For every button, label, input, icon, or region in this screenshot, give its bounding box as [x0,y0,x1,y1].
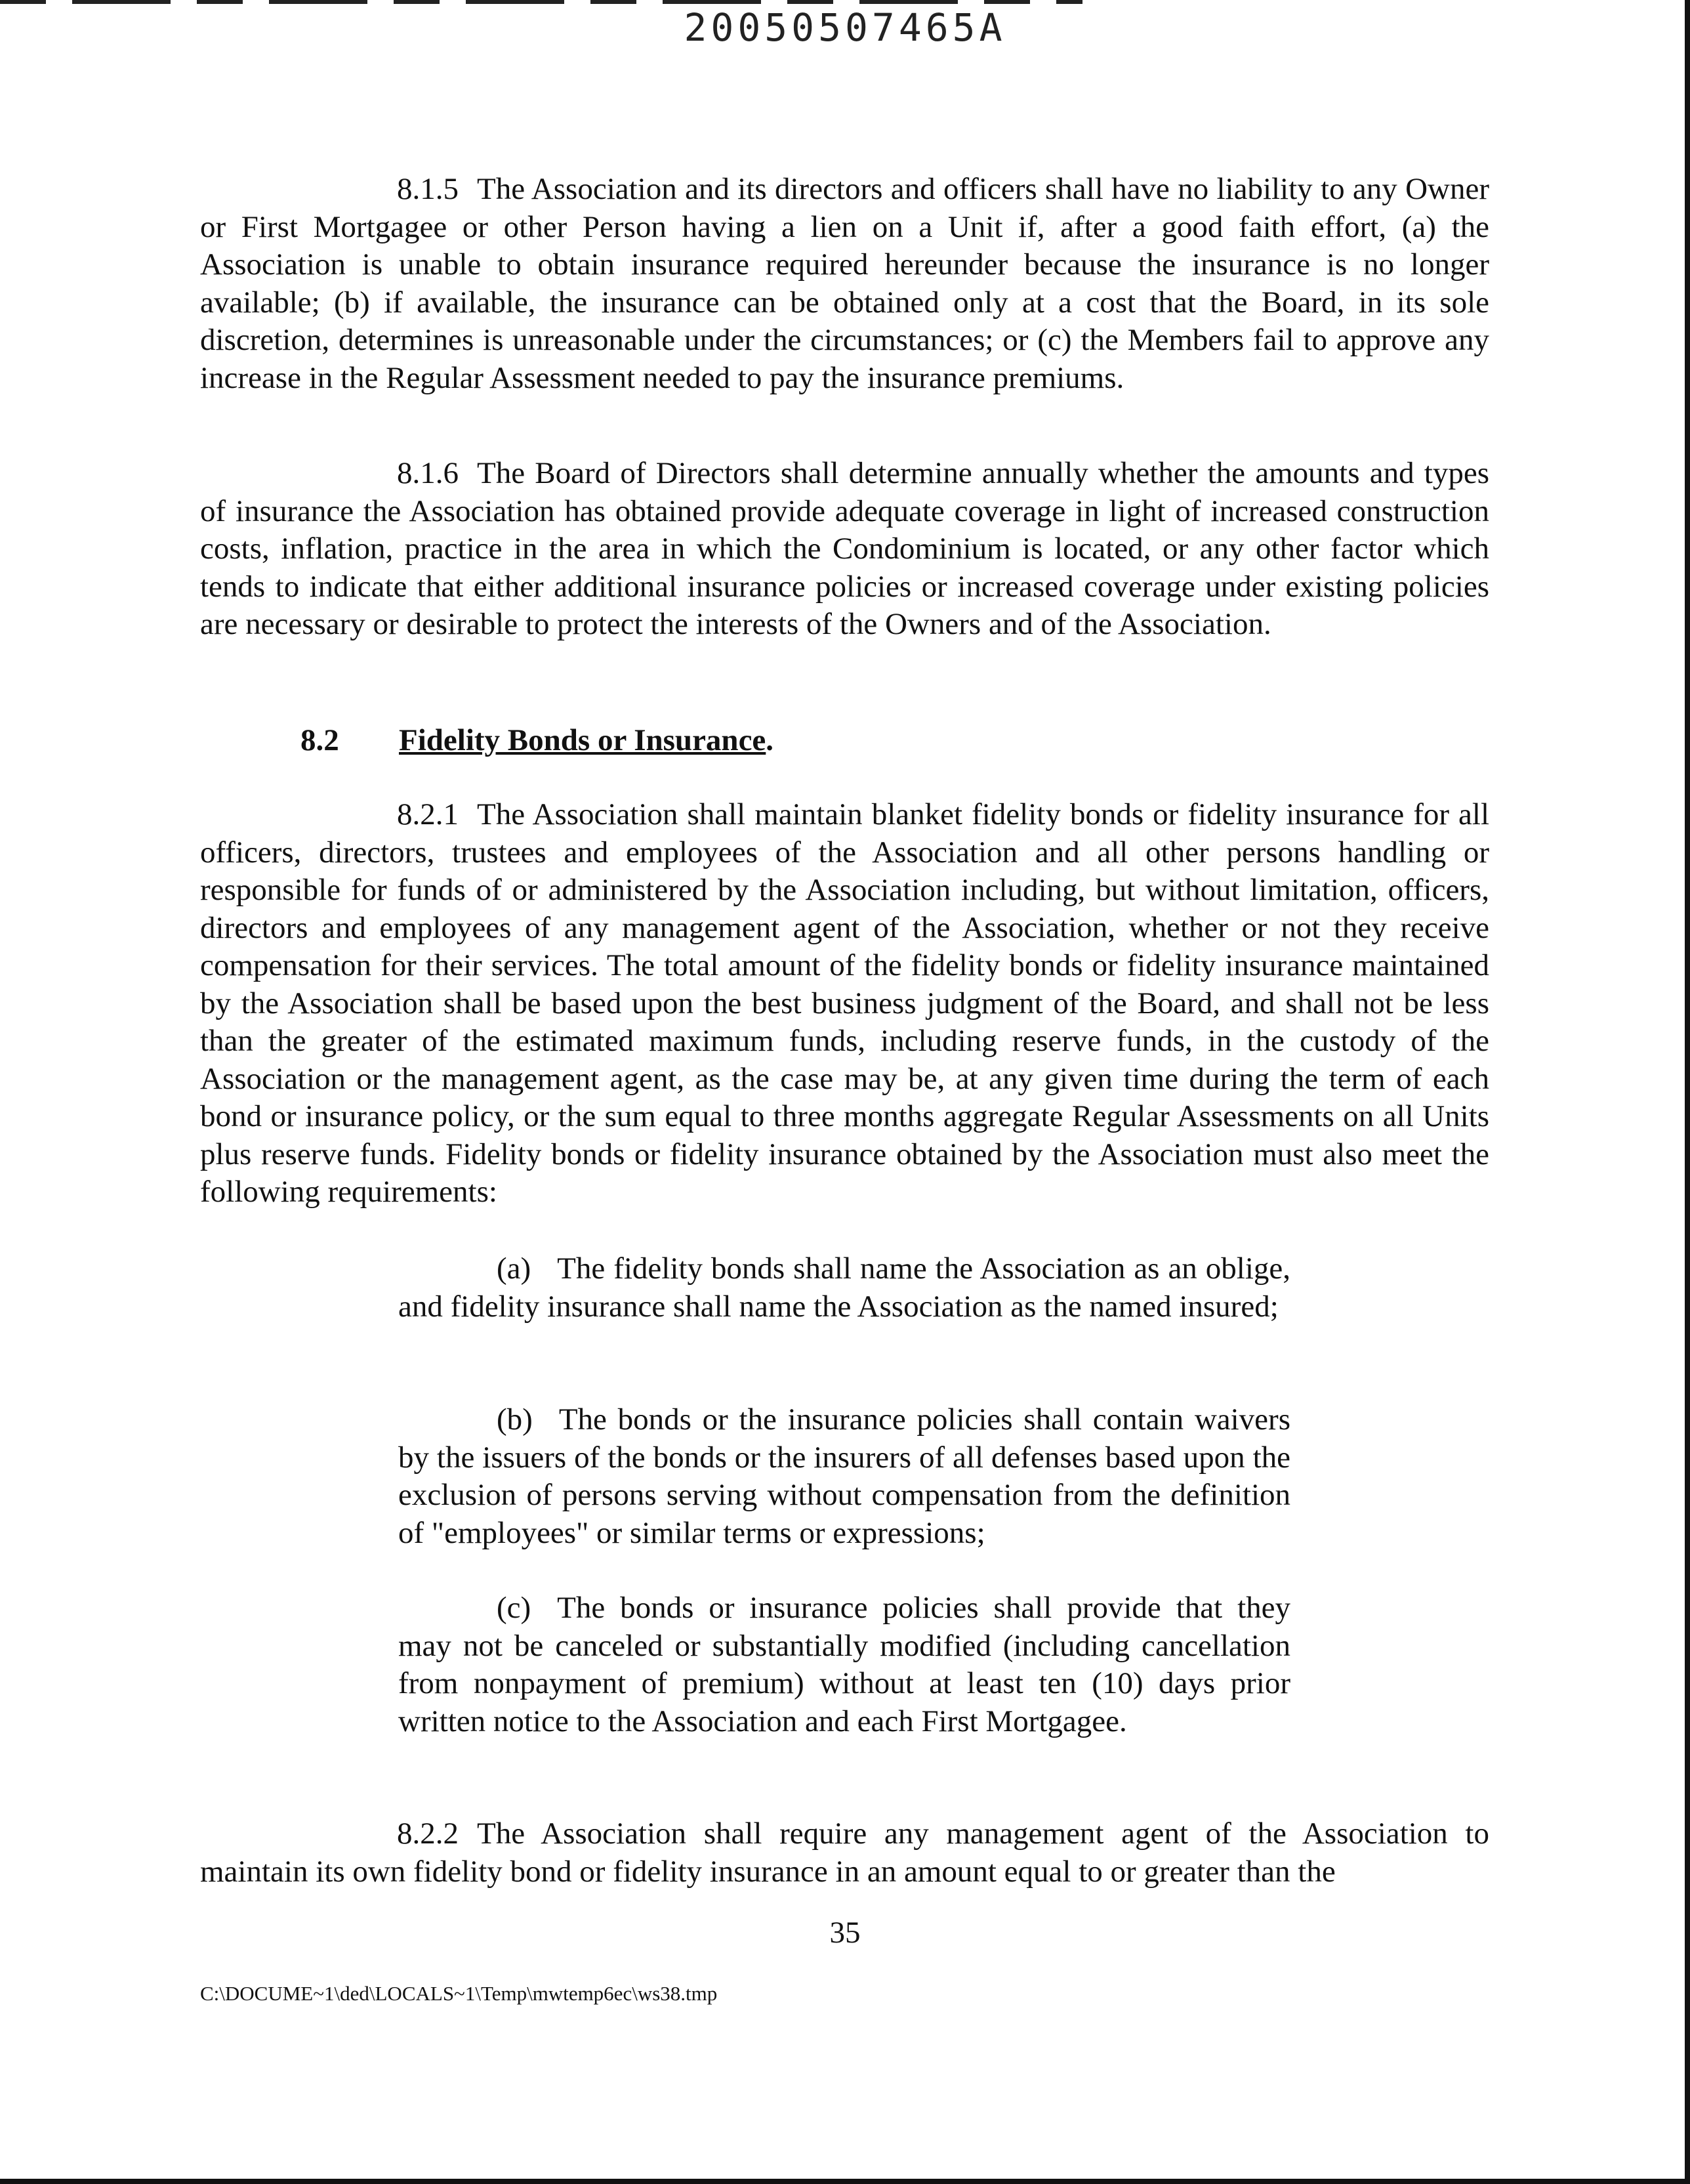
subparagraph-b [398,1401,1290,1552]
paragraph-8-1-6 [200,455,1489,644]
paragraph-8-2-1 [200,796,1489,1211]
section-number: 8.2 [300,723,339,757]
scan-artifact-top [0,0,1082,4]
subparagraph-a [398,1250,1290,1326]
paragraph-number: 8.2.1 [397,797,459,831]
document-number: 20050507465A [684,5,1006,50]
section-title-period: . [766,723,774,757]
paragraph-text: The Association shall maintain blanket fidelity bonds or fidelity insurance for all officers, directors, trustees and employees of the Association and all other persons handling or responsible for funds of or administered by the Association including, but without limitation, officers, directors and employees of any management agent of the Association, whether or not they receive compensation for their services. The total amount of the fidelity bonds or fidelity insurance maintained by the Association shall be based upon the best business judgment of the Board, and shall not be less than the greater of the estimated maximum funds, including reserve funds, in the custody of the Association or the management agent, as the case may be, at any given time during the term of each bond or insurance policy, or the sum equal to three months aggregate Regular Assessments on all Units plus reserve funds. Fidelity bonds or fidelity insurance obtained by the Association must also meet the following requirements: [200,797,1489,1209]
subparagraph-text: The bonds or insurance policies shall provide that they may not be canceled or substantially modified (including cancellation from nonpayment of premium) without at least ten (10) days prior written notice to the Association and each First Mortgagee. [398,1591,1290,1738]
subparagraph-c [398,1589,1290,1740]
subparagraph-text: The fidelity bonds shall name the Association as an oblige, and fidelity insurance shall name the Association as the named insured; [398,1251,1290,1324]
page-number: 35 [829,1916,861,1950]
paragraph-text: The Board of Directors shall determine annually whether the amounts and types of insurance the Association has obtained provide adequate coverage in light of increased construction costs, inflation, practice in the area in which the Condominium is located, or any other factor which tends to indicate that either additional insurance policies or increased coverage under existing policies are necessary or desirable to protect the interests of the Owners and of the Association. [200,456,1489,641]
scan-border-bottom [0,2179,1690,2184]
section-title: Fidelity Bonds or Insurance [399,723,766,757]
section-heading-8-2 [300,722,773,760]
footer-file-path: C:\DOCUME~1\ded\LOCALS~1\Temp\mwtemp6ec\ws38.tmp [200,1982,718,2005]
paragraph-number: 8.2.2 [397,1816,459,1851]
paragraph-8-1-5 [200,171,1489,397]
subparagraph-text: The bonds or the insurance policies shall contain waivers by the issuers of the bonds or the insurers of all defenses based upon the exclusion of persons serving without compensation from the definition of "employees" or similar terms or expressions; [398,1402,1290,1550]
subparagraph-letter: (c) [497,1591,531,1625]
scan-border-right [1685,0,1690,2184]
paragraph-text: The Association shall require any management agent of the Association to maintain its own fidelity bond or fidelity insurance in an amount equal to or greater than the [200,1816,1489,1889]
subparagraph-letter: (a) [497,1251,531,1286]
subparagraph-letter: (b) [497,1402,533,1437]
paragraph-8-2-2 [200,1815,1489,1891]
paragraph-number: 8.1.5 [397,172,459,206]
paragraph-number: 8.1.6 [397,456,459,490]
paragraph-text: The Association and its directors and officers shall have no liability to any Owner or First Mortgagee or other Person having a lien on a Unit if, after a good faith effort, (a) the Association is unable to obtain insurance required hereunder because the insurance is no longer available; (b) if available, the insurance can be obtained only at a cost that the Board, in its sole discretion, determines is unreasonable under the circumstances; or (c) the Members fail to approve any increase in the Regular Assessment needed to pay the insurance premiums. [200,172,1489,395]
